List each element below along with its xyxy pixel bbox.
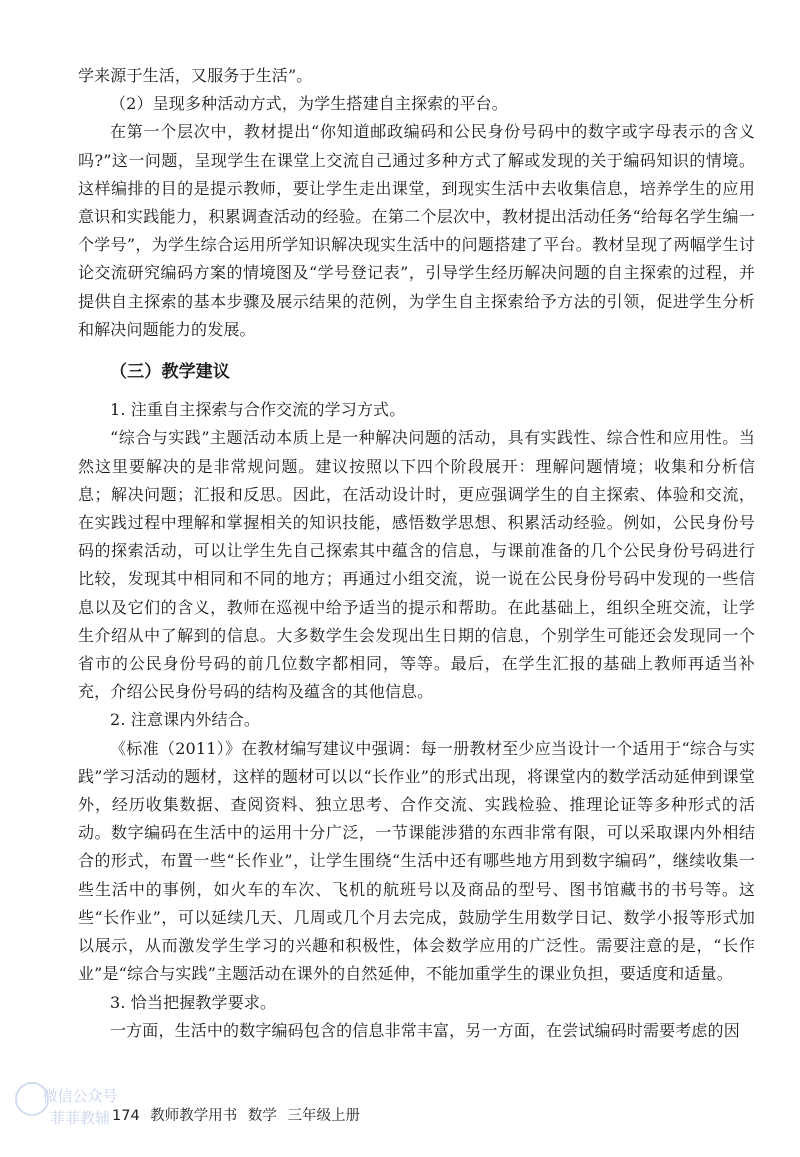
paragraph-point-2: （2）呈现多种活动方式，为学生搭建自主探索的平台。 [110, 94, 508, 114]
body-text [78, 62, 755, 1045]
paragraph-continuation: 学来源于生活，又服务于生活”。 [78, 66, 313, 85]
book-title: 教师教学用书 [150, 1108, 238, 1124]
paragraph-standard: 《标准（2011）》在教材编写建议中强调：每一册教材至少应当设计一个适用于“综合与实践”学习活动的题材，这样的题材可以以“长作业”的形式出现，将课堂内的数学活动延伸到课堂外，经历收集数据、查阅资料、独立思考、合作交流、实践检验、推理论证等多种形式的活动。数字编码在生活中的运用十分广泛，一节课能涉猎的东西非常有限，可以采取课内外相结合的形式，布置一些“长作业”，让学生围绕“生活中还有哪些地方用到数字编码”，继续收集一些生活中的事例，如火车的车次、飞机的航班号以及商品的型号、图书馆藏书的书号等。这些“长作业”，可以延续几天、几周或几个月去完成，鼓励学生用数学日记、数学小报等形式加以展示，从而激发学生学习的兴趣和积极性，体会数学应用的广泛性。需要注意的是，“长作业”是“综合与实践”主题活动在课外的自然延伸，不能加重学生的课业负担，要适度和适量。 [78, 738, 755, 984]
subheading-1: 1. 注重自主探索与合作交流的学习方式。 [110, 400, 406, 420]
book-subject: 数学 [247, 1108, 277, 1124]
paragraph-explore: “综合与实践”主题活动本质上是一种解决问题的活动，具有实践性、综合性和应用性。当然这里要解决的是非常规问题。建议按照以下四个阶段展开：理解问题情境；收集和分析信息；解决问题；汇报和反思。因此，在活动设计时，更应强调学生的自主探索、体验和交流，在实践过程中理解和掌握相关的知识技能，感悟数学思想、积累活动经验。例如，公民身份号码的探索活动，可以让学生先自己探索其中蕴含的信息，与课前准备的几个公民身份号码进行比较，发现其中相同和不同的地方；再通过小组交流，说一说在公民身份号码中发现的一些信息以及它们的含义，教师在巡视中给予适当的提示和帮助。在此基础上，组织全班交流，让学生介绍从中了解到的信息。大多数学生会发现出生日期的信息，个别学生可能还会发现同一个省市的公民身份号码的前几位数字都相同，等等。最后，在学生汇报的基础上教师再适当补充，介绍公民身份号码的结构及蕴含的其他信息。 [78, 428, 755, 702]
watermark-icon [12, 1079, 52, 1119]
watermark-line-2: 菲菲教辅 [49, 1109, 110, 1127]
book-grade: 三年级上册 [287, 1108, 361, 1124]
subheading-3: 3. 恰当把握教学要求。 [110, 992, 277, 1012]
subheading-2: 2. 注意课内外结合。 [110, 710, 261, 730]
section-heading: （三）教学建议 [110, 362, 231, 383]
page-number: 174 [112, 1108, 140, 1124]
paragraph-first-level: 在第一个层次中，教材提出“你知道邮政编码和公民身份号码中的数字或字母表示的含义吗?”这一问题，呈现学生在课堂上交流自己通过多种方式了解或发现的关于编码知识的情境。这样编排的目的是提示教师，要让学生走出课堂，到现实生活中去收集信息，培养学生的应用意识和实践能力，积累调查活动的经验。在第二个层次中，教材提出活动任务“给每名学生编一个学号”，为学生综合运用所学知识解决现实生活中的问题搭建了平台。教材呈现了两幅学生讨论交流研究编码方案的情境图及“学号登记表”，引导学生经历解决问题的自主探索的过程，并提供自主探索的基本步骤及展示结果的范例，为学生自主探索给予方法的引领，促进学生分析和解决问题能力的发展。 [78, 122, 755, 339]
watermark-line-1: 微信公众号 [42, 1087, 118, 1105]
paragraph-last: 一方面，生活中的数字编码包含的信息非常丰富，另一方面，在尝试编码时需要考虑的因 [110, 1020, 740, 1040]
page-footer [112, 1104, 366, 1125]
